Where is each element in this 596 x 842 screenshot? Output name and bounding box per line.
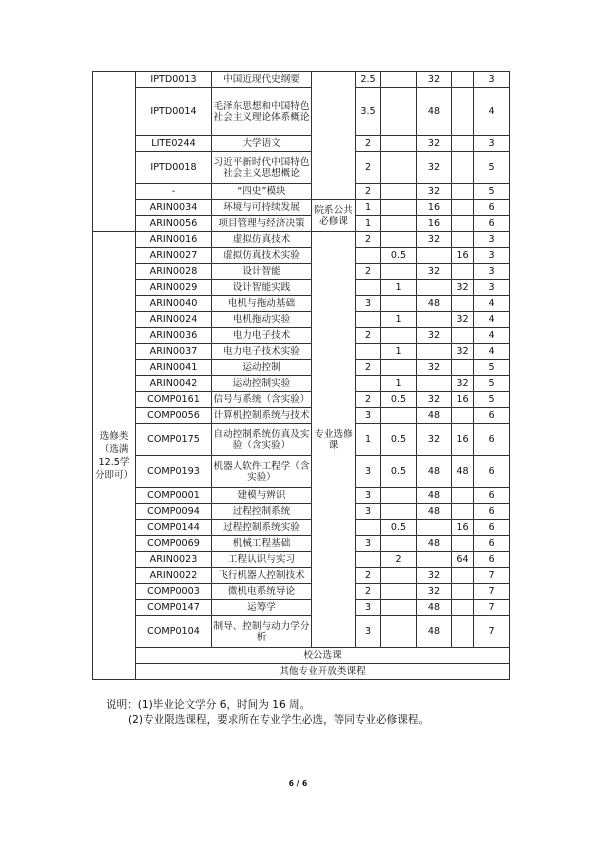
lab-credits bbox=[381, 72, 417, 88]
hours: 48 bbox=[417, 536, 452, 552]
table-row bbox=[93, 520, 510, 536]
category-label: 专业选修课 bbox=[312, 232, 356, 648]
hours: 16 bbox=[417, 200, 452, 216]
hours: 48 bbox=[417, 504, 452, 520]
table-row bbox=[93, 584, 510, 600]
course-name: 运筹学 bbox=[212, 600, 312, 616]
credits: 2 bbox=[356, 264, 381, 280]
footer-row-label: 其他专业开放类课程 bbox=[136, 664, 510, 680]
hours: 48 bbox=[417, 408, 452, 424]
lab-credits bbox=[381, 600, 417, 616]
semester: 6 bbox=[474, 424, 510, 456]
lab-credits bbox=[381, 152, 417, 184]
lab-hours bbox=[452, 600, 474, 616]
notes bbox=[106, 698, 429, 728]
table-row bbox=[93, 616, 510, 648]
hours: 48 bbox=[417, 456, 452, 488]
course-name: 电机拖动实验 bbox=[212, 312, 312, 328]
credits bbox=[356, 520, 381, 536]
table-row bbox=[93, 408, 510, 424]
lab-hours: 32 bbox=[452, 280, 474, 296]
course-name: 习近平新时代中国特色社会主义思想概论 bbox=[212, 152, 312, 184]
lab-hours bbox=[452, 488, 474, 504]
lab-credits bbox=[381, 488, 417, 504]
credits: 2 bbox=[356, 568, 381, 584]
course-code: ARIN0023 bbox=[136, 552, 212, 568]
hours bbox=[417, 520, 452, 536]
table-row bbox=[93, 232, 510, 248]
lab-credits bbox=[381, 328, 417, 344]
lab-hours: 32 bbox=[452, 344, 474, 360]
credits: 2 bbox=[356, 360, 381, 376]
course-name: 虚拟仿真技术实验 bbox=[212, 248, 312, 264]
course-code: ARIN0042 bbox=[136, 376, 212, 392]
lab-hours bbox=[452, 216, 474, 232]
course-name: 虚拟仿真技术 bbox=[212, 232, 312, 248]
table-row bbox=[93, 648, 510, 664]
hours: 32 bbox=[417, 360, 452, 376]
credits bbox=[356, 312, 381, 328]
table-row bbox=[93, 568, 510, 584]
lab-credits bbox=[381, 616, 417, 648]
credits: 2 bbox=[356, 184, 381, 200]
note-line-2: (2)专业限选课程，要求所在专业学生必选，等同专业必修课程。 bbox=[128, 714, 430, 726]
course-code: ARIN0016 bbox=[136, 232, 212, 248]
table-row bbox=[93, 88, 510, 136]
semester: 6 bbox=[474, 520, 510, 536]
semester: 3 bbox=[474, 264, 510, 280]
course-name: 机器人软件工程学（含实验） bbox=[212, 456, 312, 488]
table-row bbox=[93, 536, 510, 552]
hours: 32 bbox=[417, 72, 452, 88]
course-name: 项目管理与经济决策 bbox=[212, 216, 312, 232]
course-code: COMP0001 bbox=[136, 488, 212, 504]
hours bbox=[417, 248, 452, 264]
course-name: 毛泽东思想和中国特色社会主义理论体系概论 bbox=[212, 88, 312, 136]
semester: 3 bbox=[474, 248, 510, 264]
course-name: 运动控制实验 bbox=[212, 376, 312, 392]
lab-credits: 1 bbox=[381, 312, 417, 328]
semester: 6 bbox=[474, 536, 510, 552]
table-row bbox=[93, 360, 510, 376]
semester: 5 bbox=[474, 376, 510, 392]
hours: 32 bbox=[417, 584, 452, 600]
table-row bbox=[93, 200, 510, 216]
lab-credits: 2 bbox=[381, 552, 417, 568]
course-name: 建模与辨识 bbox=[212, 488, 312, 504]
course-name: 电机与拖动基础 bbox=[212, 296, 312, 312]
course-code: IPTD0014 bbox=[136, 88, 212, 136]
course-name: 制导、控制与动力学分析 bbox=[212, 616, 312, 648]
credits bbox=[356, 280, 381, 296]
lab-credits bbox=[381, 296, 417, 312]
table-row bbox=[93, 280, 510, 296]
course-code: IPTD0018 bbox=[136, 152, 212, 184]
lab-credits: 0.5 bbox=[381, 520, 417, 536]
credits: 3 bbox=[356, 296, 381, 312]
credits: 3 bbox=[356, 488, 381, 504]
semester: 6 bbox=[474, 552, 510, 568]
lab-hours: 16 bbox=[452, 248, 474, 264]
lab-hours bbox=[452, 408, 474, 424]
table-row bbox=[93, 488, 510, 504]
course-code: COMP0056 bbox=[136, 408, 212, 424]
course-name: 自动控制系统仿真及实验（含实验） bbox=[212, 424, 312, 456]
lab-hours bbox=[452, 184, 474, 200]
credits: 2 bbox=[356, 152, 381, 184]
curriculum-table-body bbox=[93, 72, 510, 680]
course-code: ARIN0040 bbox=[136, 296, 212, 312]
lab-hours: 16 bbox=[452, 392, 474, 408]
course-name: 设计智能实践 bbox=[212, 280, 312, 296]
table-row bbox=[93, 184, 510, 200]
credits: 3 bbox=[356, 616, 381, 648]
course-name: 环境与可持续发展 bbox=[212, 200, 312, 216]
semester: 6 bbox=[474, 408, 510, 424]
semester: 5 bbox=[474, 152, 510, 184]
hours: 32 bbox=[417, 152, 452, 184]
course-code: ARIN0041 bbox=[136, 360, 212, 376]
semester: 4 bbox=[474, 296, 510, 312]
semester: 7 bbox=[474, 616, 510, 648]
course-code: COMP0104 bbox=[136, 616, 212, 648]
table-row bbox=[93, 328, 510, 344]
credits bbox=[356, 376, 381, 392]
course-name: 过程控制系统实验 bbox=[212, 520, 312, 536]
semester: 3 bbox=[474, 280, 510, 296]
footer-row-label: 校公选课 bbox=[136, 648, 510, 664]
table-row bbox=[93, 216, 510, 232]
lab-hours bbox=[452, 328, 474, 344]
course-code: ARIN0036 bbox=[136, 328, 212, 344]
course-name: 电力电子技术 bbox=[212, 328, 312, 344]
table-row bbox=[93, 552, 510, 568]
course-code: ARIN0027 bbox=[136, 248, 212, 264]
hours bbox=[417, 552, 452, 568]
semester: 3 bbox=[474, 136, 510, 152]
table-row bbox=[93, 344, 510, 360]
course-code: ARIN0022 bbox=[136, 568, 212, 584]
curriculum-table bbox=[92, 71, 510, 680]
category-label: 院系公共必修课 bbox=[312, 200, 356, 232]
table-row bbox=[93, 376, 510, 392]
lab-credits bbox=[381, 408, 417, 424]
credits: 3 bbox=[356, 456, 381, 488]
hours: 32 bbox=[417, 392, 452, 408]
page-number: 6 / 6 bbox=[288, 779, 308, 788]
lab-hours bbox=[452, 200, 474, 216]
lab-credits bbox=[381, 232, 417, 248]
course-name: 机械工程基础 bbox=[212, 536, 312, 552]
course-code: COMP0003 bbox=[136, 584, 212, 600]
lab-credits bbox=[381, 536, 417, 552]
semester: 6 bbox=[474, 504, 510, 520]
lab-hours: 16 bbox=[452, 424, 474, 456]
lab-hours bbox=[452, 88, 474, 136]
lab-credits: 0.5 bbox=[381, 424, 417, 456]
lab-credits bbox=[381, 584, 417, 600]
hours: 32 bbox=[417, 184, 452, 200]
course-name: 大学语文 bbox=[212, 136, 312, 152]
lab-credits: 1 bbox=[381, 344, 417, 360]
credits: 3 bbox=[356, 600, 381, 616]
semester: 5 bbox=[474, 360, 510, 376]
table-row bbox=[93, 504, 510, 520]
course-code: LITE0244 bbox=[136, 136, 212, 152]
lab-hours bbox=[452, 296, 474, 312]
category-label bbox=[312, 72, 356, 200]
semester: 3 bbox=[474, 232, 510, 248]
credits: 3.5 bbox=[356, 88, 381, 136]
table-row bbox=[93, 312, 510, 328]
credits bbox=[356, 344, 381, 360]
credits: 1 bbox=[356, 424, 381, 456]
hours: 32 bbox=[417, 424, 452, 456]
semester: 7 bbox=[474, 568, 510, 584]
credits: 2 bbox=[356, 136, 381, 152]
lab-credits bbox=[381, 360, 417, 376]
lab-credits bbox=[381, 184, 417, 200]
lab-hours bbox=[452, 504, 474, 520]
course-code: ARIN0029 bbox=[136, 280, 212, 296]
credits: 3 bbox=[356, 408, 381, 424]
credits: 2.5 bbox=[356, 72, 381, 88]
lab-hours bbox=[452, 152, 474, 184]
course-code: IPTD0013 bbox=[136, 72, 212, 88]
lab-hours: 48 bbox=[452, 456, 474, 488]
table-row bbox=[93, 296, 510, 312]
credits: 1 bbox=[356, 200, 381, 216]
lab-hours bbox=[452, 72, 474, 88]
hours bbox=[417, 376, 452, 392]
hours: 32 bbox=[417, 136, 452, 152]
course-name: 运动控制 bbox=[212, 360, 312, 376]
course-name: 设计智能 bbox=[212, 264, 312, 280]
lab-credits bbox=[381, 88, 417, 136]
credits: 3 bbox=[356, 536, 381, 552]
lab-credits bbox=[381, 568, 417, 584]
course-name: 工程认识与实习 bbox=[212, 552, 312, 568]
course-code: ARIN0056 bbox=[136, 216, 212, 232]
course-name: 计算机控制系统与技术 bbox=[212, 408, 312, 424]
credits: 3 bbox=[356, 504, 381, 520]
table-row bbox=[93, 664, 510, 680]
course-code: ARIN0034 bbox=[136, 200, 212, 216]
lab-hours: 32 bbox=[452, 312, 474, 328]
table-row bbox=[93, 152, 510, 184]
table-row bbox=[93, 392, 510, 408]
hours: 48 bbox=[417, 600, 452, 616]
lab-credits bbox=[381, 200, 417, 216]
semester: 7 bbox=[474, 584, 510, 600]
hours: 32 bbox=[417, 328, 452, 344]
hours: 48 bbox=[417, 488, 452, 504]
lab-hours: 32 bbox=[452, 376, 474, 392]
course-name: 微机电系统导论 bbox=[212, 584, 312, 600]
semester: 5 bbox=[474, 184, 510, 200]
hours bbox=[417, 280, 452, 296]
table-row bbox=[93, 264, 510, 280]
table-row bbox=[93, 600, 510, 616]
semester: 6 bbox=[474, 456, 510, 488]
course-name: 信号与系统（含实验） bbox=[212, 392, 312, 408]
semester: 4 bbox=[474, 88, 510, 136]
hours: 32 bbox=[417, 264, 452, 280]
course-code: ARIN0028 bbox=[136, 264, 212, 280]
lab-hours bbox=[452, 536, 474, 552]
semester: 6 bbox=[474, 488, 510, 504]
lab-credits: 0.5 bbox=[381, 392, 417, 408]
course-name: 过程控制系统 bbox=[212, 504, 312, 520]
lab-hours bbox=[452, 568, 474, 584]
hours: 32 bbox=[417, 232, 452, 248]
course-code: ARIN0037 bbox=[136, 344, 212, 360]
lab-hours bbox=[452, 584, 474, 600]
course-name: “四史”模块 bbox=[212, 184, 312, 200]
lab-hours: 64 bbox=[452, 552, 474, 568]
credits bbox=[356, 552, 381, 568]
lab-credits: 0.5 bbox=[381, 248, 417, 264]
semester: 4 bbox=[474, 328, 510, 344]
semester: 7 bbox=[474, 600, 510, 616]
course-code: COMP0175 bbox=[136, 424, 212, 456]
semester: 4 bbox=[474, 312, 510, 328]
course-code: ARIN0024 bbox=[136, 312, 212, 328]
credits: 2 bbox=[356, 328, 381, 344]
lab-hours bbox=[452, 232, 474, 248]
course-name: 电力电子技术实验 bbox=[212, 344, 312, 360]
lab-hours bbox=[452, 264, 474, 280]
course-code: COMP0161 bbox=[136, 392, 212, 408]
semester: 6 bbox=[474, 200, 510, 216]
hours: 48 bbox=[417, 296, 452, 312]
lab-credits bbox=[381, 264, 417, 280]
course-code: - bbox=[136, 184, 212, 200]
elective-group-label: 选修类（选满12.5学分即可） bbox=[93, 232, 136, 680]
lab-hours: 16 bbox=[452, 520, 474, 536]
hours bbox=[417, 312, 452, 328]
semester: 4 bbox=[474, 344, 510, 360]
course-code: COMP0094 bbox=[136, 504, 212, 520]
lab-credits: 0.5 bbox=[381, 456, 417, 488]
semester: 5 bbox=[474, 392, 510, 408]
table-row bbox=[93, 424, 510, 456]
credits: 2 bbox=[356, 584, 381, 600]
lab-credits bbox=[381, 136, 417, 152]
note-line-1: 说明：(1)毕业论文学分 6，时间为 16 周。 bbox=[106, 699, 311, 711]
course-name: 飞行机器人控制技术 bbox=[212, 568, 312, 584]
hours: 16 bbox=[417, 216, 452, 232]
table-row bbox=[93, 136, 510, 152]
semester: 6 bbox=[474, 216, 510, 232]
lab-hours bbox=[452, 616, 474, 648]
course-code: COMP0147 bbox=[136, 600, 212, 616]
course-code: COMP0144 bbox=[136, 520, 212, 536]
table-row bbox=[93, 72, 510, 88]
hours: 48 bbox=[417, 616, 452, 648]
group-label-cell bbox=[93, 72, 136, 232]
hours: 32 bbox=[417, 568, 452, 584]
credits: 2 bbox=[356, 392, 381, 408]
hours bbox=[417, 344, 452, 360]
credits: 1 bbox=[356, 216, 381, 232]
course-code: COMP0069 bbox=[136, 536, 212, 552]
lab-credits bbox=[381, 216, 417, 232]
lab-credits: 1 bbox=[381, 280, 417, 296]
semester: 3 bbox=[474, 72, 510, 88]
lab-credits: 1 bbox=[381, 376, 417, 392]
credits bbox=[356, 248, 381, 264]
lab-credits bbox=[381, 504, 417, 520]
lab-hours bbox=[452, 360, 474, 376]
table-row bbox=[93, 248, 510, 264]
hours: 48 bbox=[417, 88, 452, 136]
table-row bbox=[93, 456, 510, 488]
credits: 2 bbox=[356, 232, 381, 248]
lab-hours bbox=[452, 136, 474, 152]
course-name: 中国近现代史纲要 bbox=[212, 72, 312, 88]
course-code: COMP0193 bbox=[136, 456, 212, 488]
